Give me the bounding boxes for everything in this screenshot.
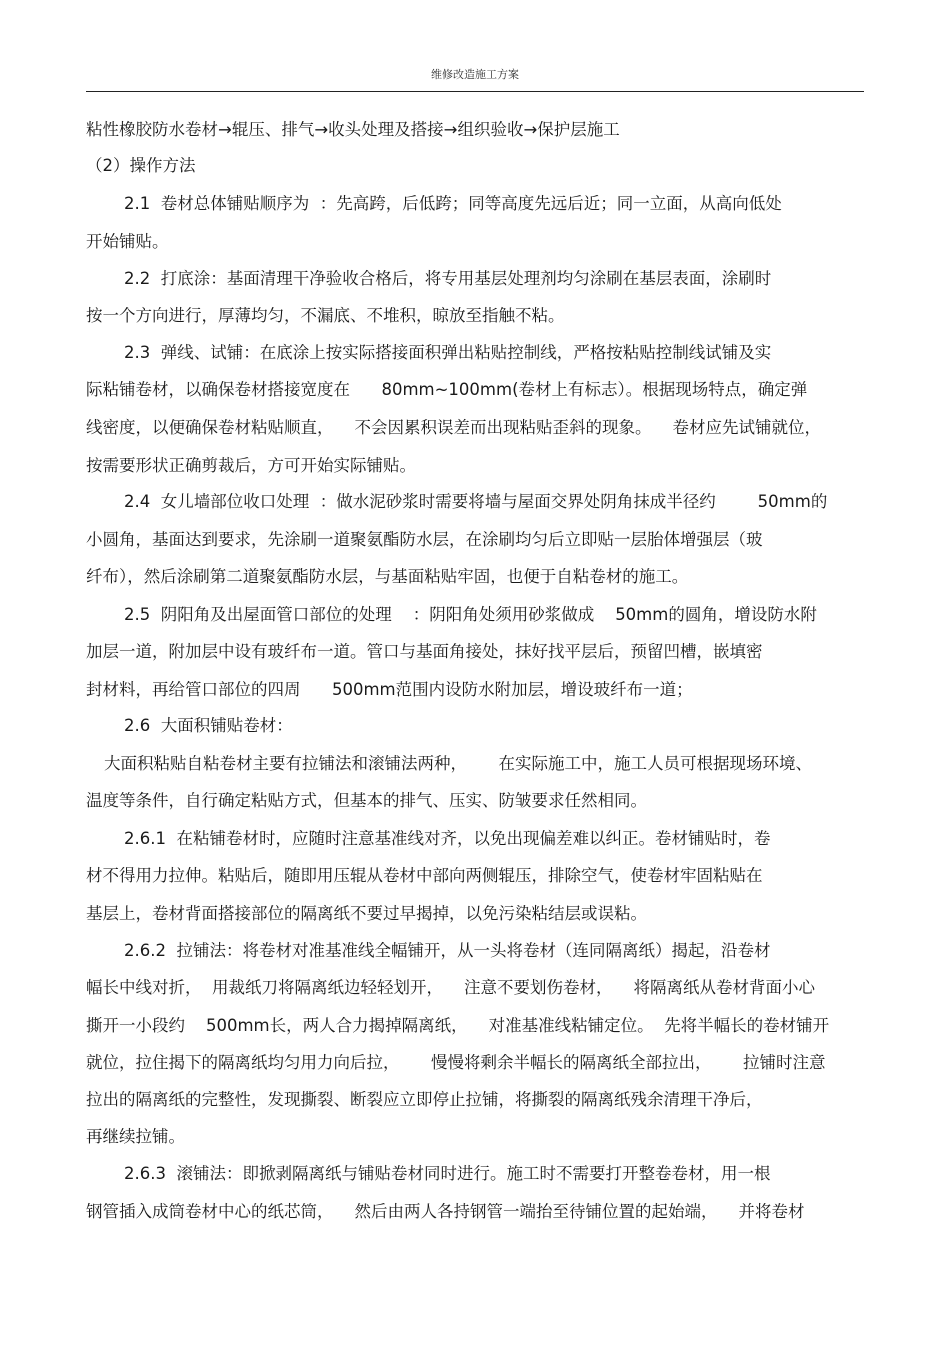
text-line: 2.6.2 拉铺法：将卷材对准基准线全幅铺开，从一头将卷材（连同隔离纸）揭起，沿卷材 xyxy=(124,941,771,960)
text-line: 就位，拉住揭下的隔离纸均匀用力向后拉， 慢慢将剩余半幅长的隔离纸全部拉出， 拉铺时注意 xyxy=(86,1053,826,1072)
text-line: 再继续拉铺。 xyxy=(86,1127,185,1146)
text-line: 按需要形状正确剪裁后，方可开始实际铺贴。 xyxy=(86,456,416,475)
text-line: 撕开一小段约 500mm长，两人合力揭掉隔离纸， 对准基准线粘铺定位。 先将半幅长的卷材铺开 xyxy=(86,1016,830,1035)
text-line: 开始铺贴。 xyxy=(86,232,169,251)
text-line: 2.2 打底涂：基面清理干净验收合格后，将专用基层处理剂均匀涂刷在基层表面，涂刷时 xyxy=(124,269,772,288)
text-line: 纤布），然后涂刷第二道聚氨酯防水层，与基面粘贴牢固，也便于自粘卷材的施工。 xyxy=(86,567,689,586)
text-line: 际粘铺卷材，以确保卷材搭接宽度在 80mm~100mm(卷材上有标志）。根据现场特点，确定弹 xyxy=(86,380,808,399)
text-line: 钢管插入成筒卷材中心的纸芯筒， 然后由两人各持钢管一端抬至待铺位置的起始端， 并将卷材 xyxy=(86,1202,805,1221)
text-line: 温度等条件，自行确定粘贴方式，但基本的排气、压实、防皱要求任然相同。 xyxy=(86,791,647,810)
page-header: 维修改造施工方案 xyxy=(431,68,519,81)
text-line: 2.6.1 在粘铺卷材时，应随时注意基准线对齐，以免出现偏差难以纠正。卷材铺贴时，卷 xyxy=(124,829,771,848)
text-line: 2.5 阴阳角及出屋面管口部位的处理 ：阴阳角处须用砂浆做成 50mm的圆角，增设防水附 xyxy=(124,605,817,624)
text-line: 2.6.3 滚铺法：即掀剥隔离纸与铺贴卷材同时进行。施工时不需要打开整卷卷材，用一根 xyxy=(124,1164,771,1183)
text-line: 2.6 大面积铺贴卷材： xyxy=(124,716,293,735)
text-line: 基层上，卷材背面搭接部位的隔离纸不要过早揭掉，以免污染粘结层或误粘。 xyxy=(86,904,647,923)
text-line: 大面积粘贴自粘卷材主要有拉铺法和滚铺法两种， 在实际施工中，施工人员可根据现场环境、 xyxy=(104,754,812,773)
text-line: 粘性橡胶防水卷材→辊压、排气→收头处理及搭接→组织验收→保护层施工 xyxy=(86,120,620,139)
text-line: 小圆角，基面达到要求，先涂刷一道聚氨酯防水层，在涂刷均匀后立即贴一层胎体增强层（玻 xyxy=(86,530,763,549)
text-line: 2.3 弹线、试铺：在底涂上按实际搭接面积弹出粘贴控制线，严格按粘贴控制线试铺及实 xyxy=(124,343,772,362)
text-line: 2.4 女儿墙部位收口处理 ：做水泥砂浆时需要将墙与屋面交界处阴角抹成半径约 50mm的 xyxy=(124,492,828,511)
text-line: 封材料，再给管口部位的四周 500mm范围内设防水附加层，增设玻纤布一道； xyxy=(86,680,693,699)
text-line: （2）操作方法 xyxy=(86,156,196,175)
header-divider xyxy=(86,91,864,92)
text-line: 按一个方向进行，厚薄均匀，不漏底、不堆积，晾放至指触不粘。 xyxy=(86,306,565,325)
text-line: 2.1 卷材总体铺贴顺序为 ：先高跨，后低跨；同等高度先远后近；同一立面，从高向低处 xyxy=(124,194,782,213)
text-line: 拉出的隔离纸的完整性，发现撕裂、断裂应立即停止拉铺，将撕裂的隔离纸残余清理干净后， xyxy=(86,1090,763,1109)
text-line: 线密度，以便确保卷材粘贴顺直， 不会因累积误差而出现粘贴歪斜的现象。 卷材应先试铺就位， xyxy=(86,418,821,437)
text-line: 加层一道，附加层中设有玻纤布一道。管口与基面角接处，抹好找平层后，预留凹槽，嵌填密 xyxy=(86,642,763,661)
text-line: 幅长中线对折， 用裁纸刀将隔离纸边轻轻划开， 注意不要划伤卷材， 将隔离纸从卷材背面小心 xyxy=(86,978,815,997)
text-line: 材不得用力拉伸。粘贴后，随即用压辊从卷材中部向两侧辊压，排除空气，使卷材牢固粘贴在 xyxy=(86,866,763,885)
